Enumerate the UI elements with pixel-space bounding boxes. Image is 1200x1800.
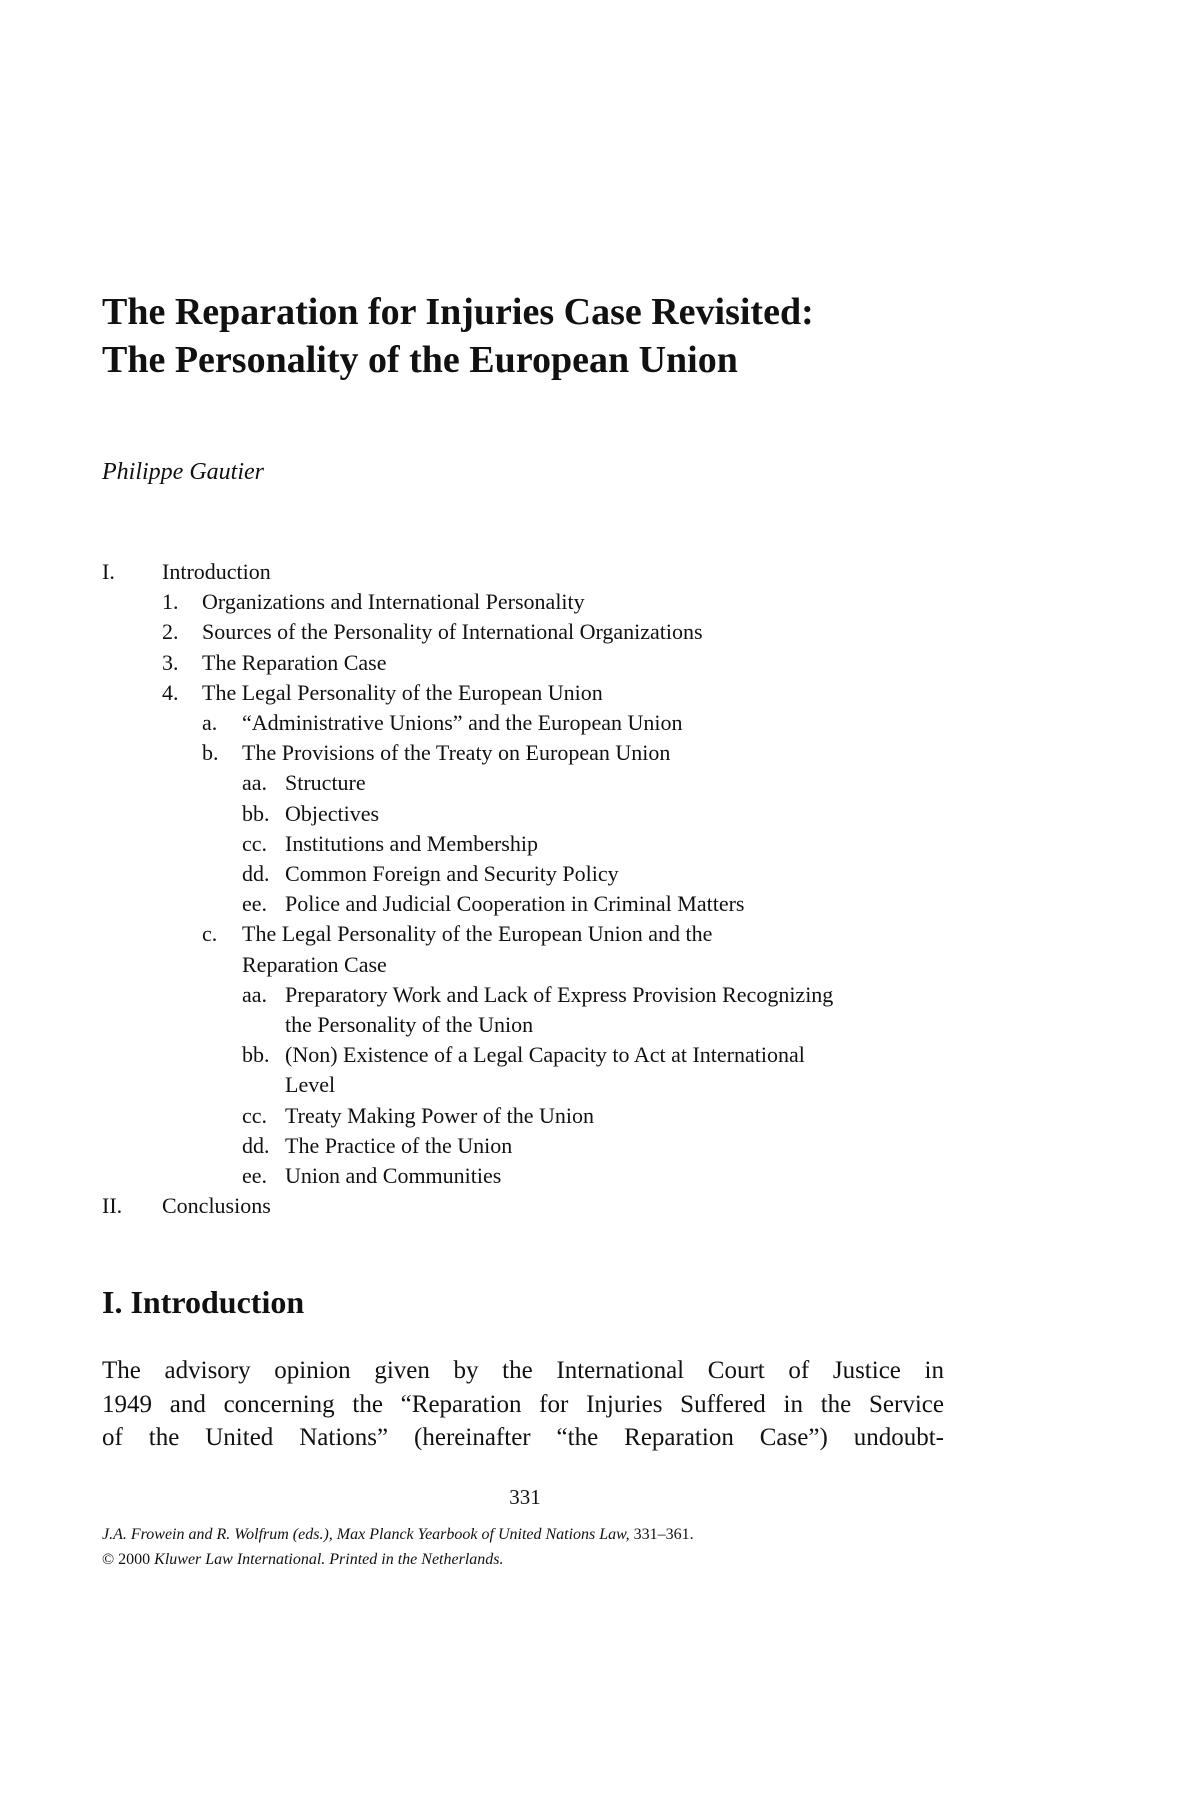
article-title [102,288,814,384]
toc-entry-number: I. [102,559,115,584]
body-line: 1949 and concerning the “Reparation for Injuries Suffered in the Service [102,1390,944,1418]
toc-entry-text: The Reparation Case [202,649,387,675]
toc-entry [102,587,962,617]
publisher-note: Kluwer Law International. Printed in the Netherlands. [154,1551,504,1568]
toc-entry-text: Sources of the Personality of International Organizations [202,619,703,645]
toc-entry-text: (Non) Existence of a Legal Capacity to Act at International [285,1042,805,1068]
toc-entry-number: b. [202,740,219,766]
toc-entry-number: aa. [242,770,268,796]
copyright-notice: © 2000 [102,1551,151,1568]
toc-entry [102,1131,962,1161]
toc-entry-number: ee. [242,1163,268,1189]
toc-entry-text: The Legal Personality of the European Union [202,679,603,705]
toc-entry-text: Organizations and International Personality [202,589,585,615]
copyright-line [102,1547,694,1572]
toc-entry-text: Structure [285,770,366,796]
toc-entry-text: Police and Judicial Cooperation in Criminal Matters [285,891,745,917]
citation-line [102,1522,694,1547]
toc-entry-text: The Provisions of the Treaty on European Union [242,740,671,766]
toc-entry-number: II. [102,1193,123,1219]
toc-entry [102,738,962,768]
toc-entry [102,1101,962,1131]
toc-entry-text: The Legal Personality of the European Union and the [242,921,713,947]
toc-entry [102,919,962,949]
toc-entry-number: a. [202,710,218,736]
toc-entry [102,648,962,678]
toc-entry [102,1070,962,1100]
toc-entry [102,1010,962,1040]
toc-entry [102,617,962,647]
toc-entry-number: 4. [162,679,179,705]
toc-entry-number: bb. [242,1042,270,1068]
toc-entry-text: The Practice of the Union [285,1132,513,1158]
toc-entry-text: Preparatory Work and Lack of Express Provision Recognizing [285,981,834,1007]
toc-entry [102,799,962,829]
toc-entry-text: Level [285,1072,336,1098]
toc-entry-number: 2. [162,619,179,645]
toc-entry-number: 1. [162,589,179,615]
citation-footnote [102,1522,694,1572]
toc-entry-text: Institutions and Membership [285,830,538,856]
body-paragraph [102,1354,944,1455]
toc-entry-text: “Administrative Unions” and the European Union [242,710,683,736]
article-title-line-2: The Personality of the European Union [102,339,738,381]
toc-entry [102,829,962,859]
toc-entry-text: the Personality of the Union [285,1012,534,1038]
author-name: Philippe Gautier [102,459,264,485]
toc-entry-number: c. [202,921,218,947]
toc-entry [102,859,962,889]
toc-entry-text: Common Foreign and Security Policy [285,861,619,887]
toc-entry-number: dd. [242,1132,270,1158]
section-heading: I. Introduction [102,1284,305,1320]
toc-entry [102,889,962,919]
toc-entry [102,708,962,738]
toc-entry-number: cc. [242,830,268,856]
toc-entry-text: Union and Communities [285,1163,502,1189]
toc-entry-number: dd. [242,861,270,887]
page-number: 331 [509,1485,541,1509]
toc-entry [102,768,962,798]
toc-entry-text: Introduction [162,559,271,584]
toc-entry-number: ee. [242,891,268,917]
toc-entry-number: aa. [242,981,268,1007]
toc-entry-text: Reparation Case [242,951,387,977]
toc-entry-text: Objectives [285,800,380,826]
toc-entry-number: cc. [242,1102,268,1128]
toc-entry-text: Conclusions [162,1193,271,1219]
toc-entry-text: Treaty Making Power of the Union [285,1102,594,1128]
article-title-line-1: The Reparation for Injuries Case Revisited: [102,291,814,333]
body-line: The advisory opinion given by the International Court of Justice in [102,1357,944,1384]
body-line: of the United Nations” (hereinafter “the Reparation Case”) undoubt- [102,1424,944,1451]
toc-entry [102,1040,962,1070]
toc-entry [102,980,962,1010]
toc-entry-number: 3. [162,649,179,675]
toc-entry [102,950,962,980]
toc-entry [102,557,962,587]
toc-entry [102,1191,962,1221]
toc-entry [102,678,962,708]
toc-entry-number: bb. [242,800,270,826]
table-of-contents [102,557,962,1221]
toc-entry [102,1161,962,1191]
citation-source: J.A. Frowein and R. Wolfrum (eds.), Max Planck Yearbook of United Nations Law, [102,1526,630,1543]
citation-pages: 331–361. [633,1526,694,1543]
